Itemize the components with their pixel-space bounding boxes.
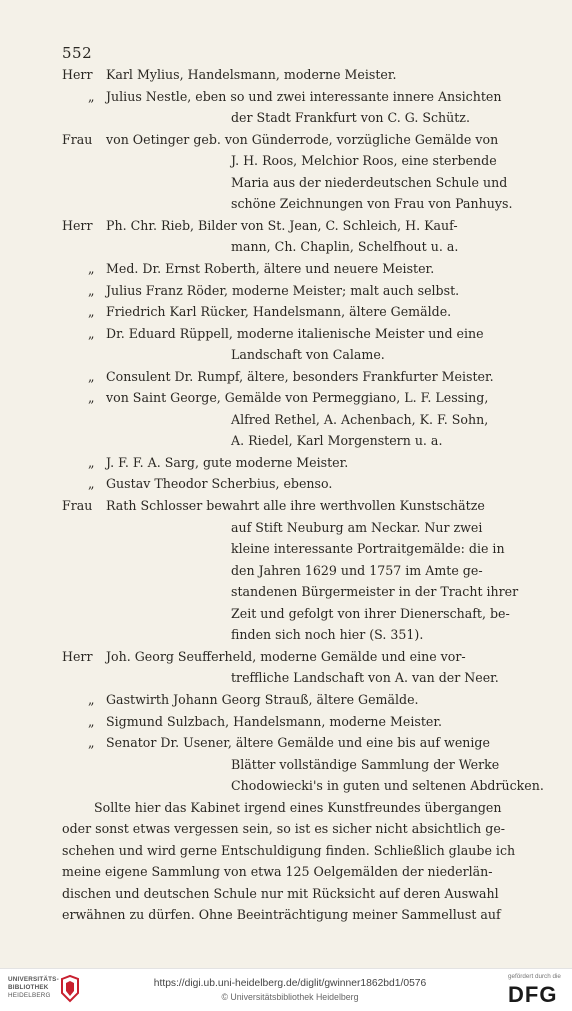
line-label: „ bbox=[88, 368, 95, 384]
line-text: Ph. Chr. Rieb, Bilder von St. Jean, C. Schleich, H. Kauf- bbox=[106, 217, 458, 233]
line-label: „ bbox=[88, 88, 95, 104]
line-label: „ bbox=[88, 260, 95, 276]
line-label: „ bbox=[88, 304, 95, 320]
line-text: Karl Mylius, Handelsmann, moderne Meister. bbox=[106, 67, 397, 82]
line-text: Landschaft von Calame. bbox=[231, 347, 385, 363]
text-line bbox=[0, 215, 572, 237]
logo-line-1: UNIVERSITÄTS- bbox=[8, 976, 59, 983]
university-library-logo[interactable] bbox=[8, 976, 60, 1006]
line-text: von Saint George, Gemälde von Permeggiano, L. F. Lessing, bbox=[106, 390, 489, 406]
line-text: Friedrich Karl Rücker, Handelsmann, ältere Gemälde. bbox=[106, 304, 452, 320]
text-line bbox=[0, 452, 572, 474]
text-line bbox=[0, 495, 572, 517]
text-line bbox=[0, 603, 572, 625]
text-line bbox=[0, 667, 572, 689]
line-label: „ bbox=[88, 476, 95, 492]
line-text: den Jahren 1629 und 1757 im Amte ge- bbox=[231, 562, 483, 578]
text-line bbox=[0, 840, 572, 862]
library-mark-icon bbox=[58, 975, 82, 1003]
line-text: Rath Schlosser bewahrt alle ihre werthvollen Kunstschätze bbox=[106, 498, 485, 513]
line-label: „ bbox=[88, 691, 95, 707]
line-text: Consulent Dr. Rumpf, ältere, besonders Frankfurter Meister. bbox=[106, 368, 494, 384]
text-line bbox=[0, 344, 572, 366]
line-text: Senator Dr. Usener, ältere Gemälde und eine bis auf wenige bbox=[106, 735, 490, 751]
text-line bbox=[0, 818, 572, 840]
text-line bbox=[0, 646, 572, 668]
funder-note: gefördert durch die bbox=[508, 973, 561, 980]
line-text: von Oetinger geb. von Günderrode, vorzügliche Gemälde von bbox=[106, 131, 499, 147]
line-text: oder sonst etwas vergessen sein, so ist es sicher nicht absichtlich ge- bbox=[62, 821, 506, 837]
text-line bbox=[0, 150, 572, 172]
line-label: „ bbox=[88, 282, 95, 298]
line-text: Gustav Theodor Scherbius, ebenso. bbox=[106, 476, 333, 492]
line-text: J. H. Roos, Melchior Roos, eine sterbende bbox=[231, 153, 497, 169]
copyright-notice: © Universitätsbibliothek Heidelberg bbox=[221, 992, 359, 1002]
text-line bbox=[0, 904, 572, 926]
line-text: Sigmund Sulzbach, Handelsmann, moderne Meister. bbox=[106, 713, 442, 729]
line-label: „ bbox=[88, 454, 95, 470]
text-line bbox=[0, 86, 572, 108]
text-line bbox=[0, 301, 572, 323]
line-text: der Stadt Frankfurt von C. G. Schütz. bbox=[231, 110, 470, 126]
line-text: meine eigene Sammlung von etwa 125 Oelgemälden der niederlän- bbox=[62, 864, 493, 880]
line-label: „ bbox=[88, 735, 95, 751]
text-line bbox=[0, 538, 572, 560]
line-label: „ bbox=[88, 390, 95, 406]
text-line bbox=[0, 797, 572, 819]
text-line bbox=[0, 861, 572, 883]
permalink-url[interactable]: https://digi.ub.uni-heidelberg.de/diglit/gwinner1862bd1/0576 bbox=[153, 978, 427, 989]
line-text: Zeit und gefolgt von ihrer Dienerschaft, be- bbox=[231, 605, 510, 621]
line-text: dischen und deutschen Schule nur mit Rücksicht auf deren Auswahl bbox=[62, 885, 499, 901]
line-text: kleine interessante Portraitgemälde: die in bbox=[231, 541, 505, 557]
text-line bbox=[0, 236, 572, 258]
text-line bbox=[0, 711, 572, 733]
text-line bbox=[0, 624, 572, 646]
text-line bbox=[0, 560, 572, 582]
line-text: standenen Bürgermeister in der Tracht ihrer bbox=[231, 584, 519, 600]
line-label: Frau bbox=[62, 131, 93, 147]
logo-line-2: BIBLIOTHEK bbox=[8, 984, 49, 991]
text-line bbox=[0, 387, 572, 409]
line-text: treffliche Landschaft von A. van der Neer. bbox=[231, 670, 499, 686]
text-line bbox=[0, 107, 572, 129]
line-text: mann, Ch. Chaplin, Schelfhout u. a. bbox=[231, 239, 459, 255]
text-line bbox=[0, 517, 572, 539]
text-line bbox=[0, 775, 572, 797]
logo-line-3: HEIDELBERG bbox=[8, 992, 51, 999]
line-text: auf Stift Neuburg am Neckar. Nur zwei bbox=[231, 519, 483, 535]
line-text: Joh. Georg Seufferheld, moderne Gemälde und eine vor- bbox=[106, 648, 466, 664]
text-line bbox=[0, 430, 572, 452]
line-text: finden sich noch hier (S. 351). bbox=[231, 627, 424, 643]
line-text: schöne Zeichnungen von Frau von Panhuys. bbox=[231, 196, 513, 212]
line-text: Sollte hier das Kabinet irgend eines Kunstfreundes übergangen bbox=[94, 799, 502, 815]
page-number: 552 bbox=[62, 44, 93, 62]
line-label: Herr bbox=[62, 67, 93, 82]
text-line bbox=[0, 280, 572, 302]
text-line bbox=[0, 754, 572, 776]
line-label: Herr bbox=[62, 648, 93, 664]
line-label: Frau bbox=[62, 498, 93, 513]
text-line bbox=[0, 258, 572, 280]
line-text: Julius Franz Röder, moderne Meister; malt auch selbst. bbox=[106, 282, 460, 298]
viewer-footer bbox=[0, 968, 572, 1011]
line-label: Herr bbox=[62, 217, 93, 233]
text-line bbox=[0, 64, 572, 86]
text-line bbox=[0, 193, 572, 215]
text-line bbox=[0, 689, 572, 711]
line-text: Maria aus der niederdeutschen Schule und bbox=[231, 174, 508, 190]
text-line bbox=[0, 883, 572, 905]
dfg-logo[interactable] bbox=[508, 980, 564, 1006]
line-text: Gastwirth Johann Georg Strauß, ältere Gemälde. bbox=[106, 691, 419, 707]
dfg-logo-text: DFG bbox=[508, 982, 558, 1007]
line-text: J. F. F. A. Sarg, gute moderne Meister. bbox=[106, 454, 349, 470]
line-label: „ bbox=[88, 325, 95, 341]
line-text: Julius Nestle, eben so und zwei interessante innere Ansichten bbox=[106, 88, 502, 104]
text-line bbox=[0, 581, 572, 603]
text-line bbox=[0, 172, 572, 194]
text-line bbox=[0, 473, 572, 495]
line-text: schehen und wird gerne Entschuldigung finden. Schließlich glaube ich bbox=[62, 842, 516, 858]
text-line bbox=[0, 732, 572, 754]
line-text: Med. Dr. Ernst Roberth, ältere und neuere Meister. bbox=[106, 260, 435, 276]
text-line bbox=[0, 129, 572, 151]
line-text: erwähnen zu dürfen. Ohne Beeinträchtigung meiner Sammellust auf bbox=[62, 907, 501, 923]
line-text: A. Riedel, Karl Morgenstern u. a. bbox=[231, 433, 443, 449]
text-line bbox=[0, 323, 572, 345]
text-line bbox=[0, 366, 572, 388]
line-text: Alfred Rethel, A. Achenbach, K. F. Sohn, bbox=[231, 411, 489, 427]
line-text: Chodowiecki's in guten und seltenen Abdrücken. bbox=[231, 778, 544, 794]
line-text: Blätter vollständige Sammlung der Werke bbox=[231, 756, 500, 772]
line-text: Dr. Eduard Rüppell, moderne italienische Meister und eine bbox=[106, 325, 484, 341]
text-line bbox=[0, 409, 572, 431]
line-label: „ bbox=[88, 713, 95, 729]
